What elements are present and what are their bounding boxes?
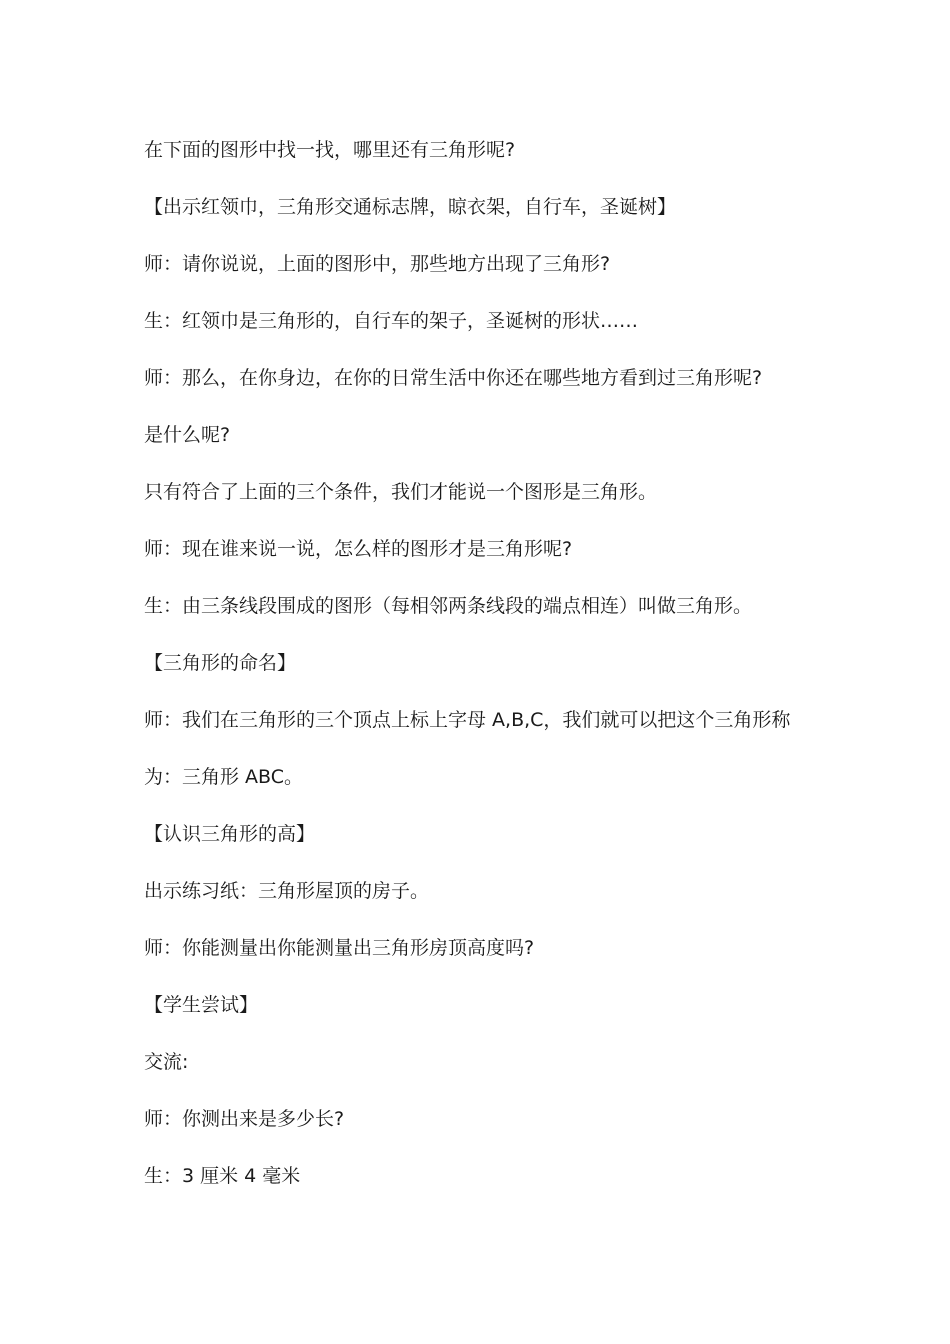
paragraph-teacher-question-3: 师：现在谁来说一说，怎么样的图形才是三角形呢? xyxy=(144,538,573,560)
paragraph-teacher-question-4: 师：你能测量出你能测量出三角形房顶高度吗? xyxy=(144,937,535,959)
paragraph-show-objects: 【出示红领巾，三角形交通标志牌，晾衣架，自行车，圣诞树】 xyxy=(144,196,677,218)
paragraph-teacher-question-2: 师：那么，在你身边，在你的日常生活中你还在哪些地方看到过三角形呢? xyxy=(144,367,763,389)
paragraph-conditions: 只有符合了上面的三个条件，我们才能说一个图形是三角形。 xyxy=(144,481,658,503)
paragraph-student-answer-2: 生：3 厘米 4 毫米 xyxy=(144,1165,301,1187)
paragraph-find-triangles: 在下面的图形中找一找，哪里还有三角形呢? xyxy=(144,139,516,161)
section-heading-naming: 【三角形的命名】 xyxy=(144,652,297,674)
paragraph-student-answer-1: 生：红领巾是三角形的，自行车的架子，圣诞树的形状…… xyxy=(144,310,639,332)
paragraph-teacher-question-1: 师：请你说说，上面的图形中，那些地方出现了三角形? xyxy=(144,253,611,275)
section-heading-student-try: 【学生尝试】 xyxy=(144,994,259,1016)
paragraph-teacher-question-2-cont: 是什么呢? xyxy=(144,424,231,446)
paragraph-definition: 生：由三条线段围成的图形（每相邻两条线段的端点相连）叫做三角形。 xyxy=(144,595,753,617)
section-heading-height: 【认识三角形的高】 xyxy=(144,823,316,845)
paragraph-exchange: 交流: xyxy=(144,1051,189,1073)
paragraph-teacher-question-5: 师：你测出来是多少长? xyxy=(144,1108,345,1130)
paragraph-naming-1: 师：我们在三角形的三个顶点上标上字母 A,B,C，我们就可以把这个三角形称 xyxy=(144,709,791,731)
paragraph-naming-2: 为：三角形 ABC。 xyxy=(144,766,304,788)
paragraph-worksheet: 出示练习纸：三角形屋顶的房子。 xyxy=(144,880,430,902)
